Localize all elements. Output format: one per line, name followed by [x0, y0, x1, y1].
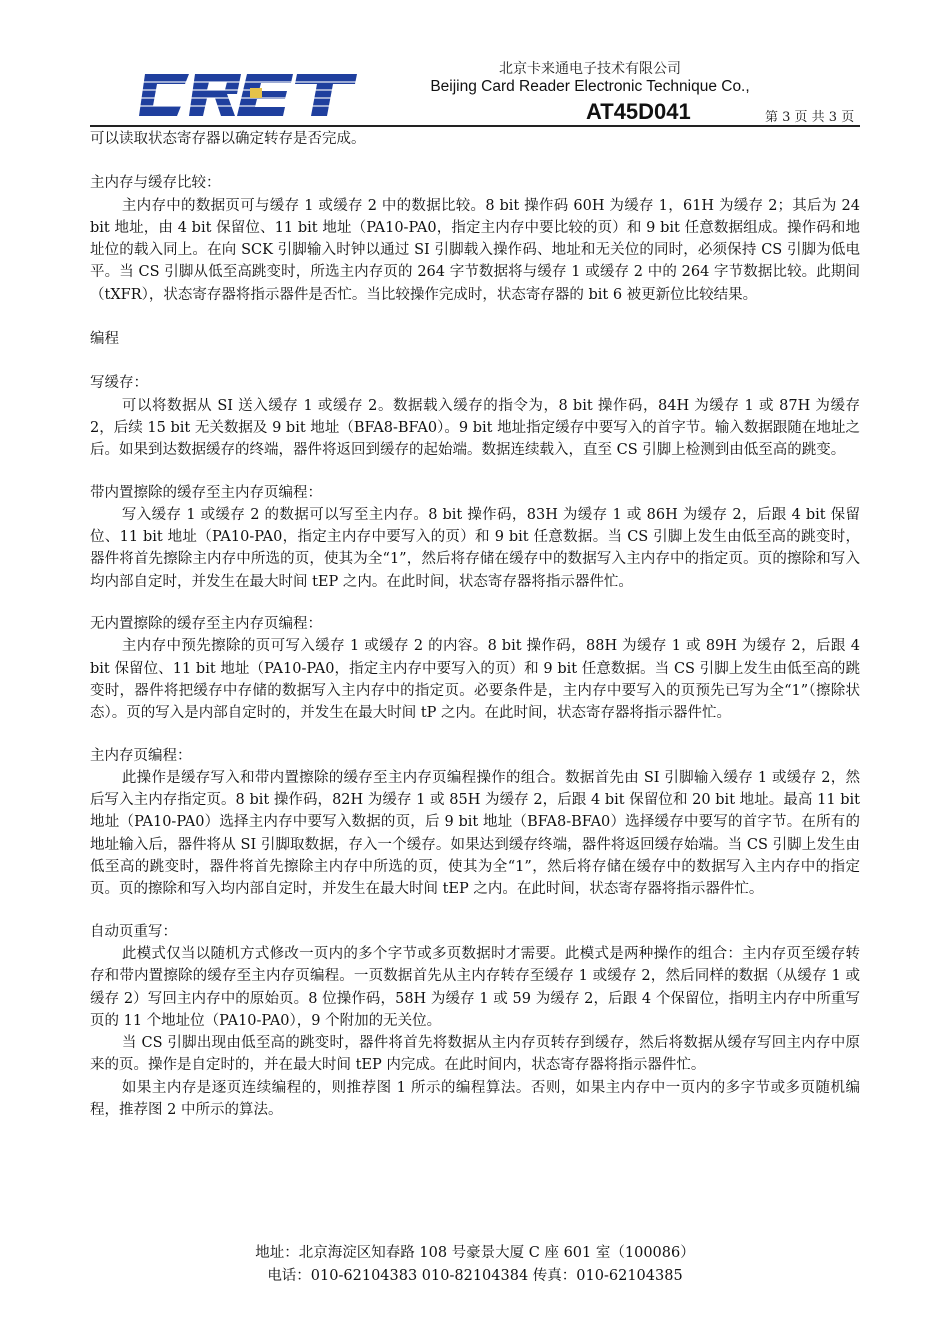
paragraph-page-program: 此操作是缓存写入和带内置擦除的缓存至主内存页编程操作的组合。数据首先由 SI 引脚输入缓存 1 或缓存 2，然后写入主内存指定页。8 bit 操作码，82H 为缓存 1 或 85H 为缓存 2，后跟 4 bit 保留位和 20 bit 地址。最高 11 bit 地址（PA10-PA0）选择主内存中要写入数据的页，后 9 bit 地址（BFA8-BFA0）选择缓存中要写的首字节。在所有的地址输入后，器件将从 SI 引脚取数据，存入一个缓存。如果达到缓存终端，器件将返回缓存始端。当 CS 引脚上发生由低至高的跳变时，器件将首先擦除主内存中所选的页，使其为全“1”，然后将存储在缓存中的数据写入主内存中的指定页。页的擦除和写入均内部自定时，并发生在最大时间 tEP 之内。在此时间，状态寄存器将指示器件忙。 [90, 769, 860, 898]
section-heading-erase-program: 带内置擦除的缓存至主内存页编程： [90, 484, 322, 501]
paragraph-erase-program: 写入缓存 1 或缓存 2 的数据可以写至主内存。8 bit 操作码，83H 为缓存 1 或 86H 为缓存 2，后跟 4 bit 保留位、11 bit 地址（PA10-PA0，指定主内存中要写入的页）和 9 bit 任意数据。当 CS 引脚上发生由低至高的跳变时，器件将首先擦除主内存中所选的页，使其为全“1”，然后将存储在缓存中的数据写入主内存中的指定页。页的擦除和写入均内部自定时，并发生在最大时间 tEP 之内。在此时间，状态寄存器将指示器件忙。 [90, 506, 860, 590]
company-name-en: Beijing Card Reader Electronic Technique Co., [430, 78, 750, 95]
logo-chip-icon [250, 88, 262, 98]
company-name-cn: 北京卡来通电子技术有限公司 [499, 61, 681, 77]
paragraph-continued: 可以读取状态寄存器以确定转存是否完成。 [90, 131, 366, 147]
header-divider [90, 125, 860, 127]
paragraph-auto-rewrite-2: 当 CS 引脚出现由低至高的跳变时，器件将首先将数据从主内存页转存到缓存，然后将数据从缓存写回主内存中原来的页。操作是自定时的，并在最大时间 tEP 内完成。在此时间内，状态寄存器将指示器件忙。 [90, 1035, 860, 1074]
paragraph-noerase-program: 主内存中预先擦除的页可写入缓存 1 或缓存 2 的内容。8 bit 操作码，88H 为缓存 1 或 89H 为缓存 2，后跟 4 bit 保留位、11 bit 地址（PA10-PA0，指定主内存中要写入的页）和 9 bit 任意数据。当 CS 引脚上发生由低至高的跳变时，器件将把缓存中存储的数据写入主内存中的指定页。必要条件是，主内存中要写入的页预先已写为全“1”（擦除状态）。页的写入是内部自定时的，并发生在最大时间 tP 之内。在此时间，状态寄存器将指示器件忙。 [90, 638, 860, 722]
company-logo [137, 70, 359, 120]
section-heading-compare: 主内存与缓存比较： [90, 175, 221, 192]
footer-phone: 电话：010-62104383 010-82104384 传真：010-62104385 [267, 1268, 683, 1284]
page-indicator: 第 3 页 共 3 页 [765, 110, 855, 125]
section-heading-write-buffer: 写缓存： [90, 375, 148, 392]
document-body [90, 128, 860, 1121]
paragraph-write-buffer: 可以将数据从 SI 送入缓存 1 或缓存 2。数据载入缓存的指令为，8 bit 操作码，84H 为缓存 1 或 87H 为缓存 2，后续 15 bit 无关数据及 9 bit 地址（BFA8-BFA0）。9 bit 地址指定缓存中要写入的首字节。输入数据跟随在地址之后。如果到达数据缓存的终端，器件将返回到缓存的起始端。数据连续载入，直至 CS 引脚上检测到由低至高的跳变。 [90, 397, 860, 459]
paragraph-compare: 主内存中的数据页可与缓存 1 或缓存 2 中的数据比较。8 bit 操作码 60H 为缓存 1，61H 为缓存 2；其后为 24 bit 地址，由 4 bit 保留位、11 bit 地址（PA10-PA0，指定主内存中要比较的页）和 9 bit 任意数据组成。操作码和地址位的载入同上。在向 SCK 引脚输入时钟以通过 SI 引脚载入操作码、地址和无关位的同时，必须保持 CS 引脚为低电平。当 CS 引脚从低至高跳变时，所选主内存页的 264 字节数据将与缓存 1 或缓存 2 中的 264 字节数据比较。此期间（tXFR），状态寄存器将指示器件是否忙。当比较操作完成时，状态寄存器的 bit 6 被更新位比较结果。 [90, 197, 860, 303]
section-heading-page-program: 主内存页编程： [90, 747, 192, 764]
paragraph-auto-rewrite-1: 此模式仅当以随机方式修改一页内的多个字节或多页数据时才需要。此模式是两种操作的组合：主内存页至缓存转存和带内置擦除的缓存至主内存页编程。一页数据首先从主内存转存至缓存 1 或缓存 2，然后同样的数据（从缓存 1 或缓存 2）写回主内存中的原始页。8 位操作码，58H 为缓存 1 或 59 为缓存 2，后跟 4 个保留位，指明主内存中所重写页的 11 个地址位（PA10-PA0），9 个附加的无关位。 [90, 945, 860, 1029]
section-heading-noerase-program: 无内置擦除的缓存至主内存页编程： [90, 616, 322, 633]
cret-logo-graphic [137, 70, 359, 120]
section-heading-programming: 编程 [90, 331, 119, 348]
section-heading-auto-rewrite: 自动页重写： [90, 923, 177, 940]
product-model: AT45D041 [586, 99, 691, 124]
paragraph-auto-rewrite-3: 如果主内存是逐页连续编程的，则推荐图 1 所示的编程算法。否则，如果主内存中一页内的多字节或多页随机编程，推荐图 2 中所示的算法。 [90, 1079, 860, 1118]
footer-address: 地址：北京海淀区知春路 108 号豪景大厦 C 座 601 室（100086） [255, 1245, 695, 1261]
